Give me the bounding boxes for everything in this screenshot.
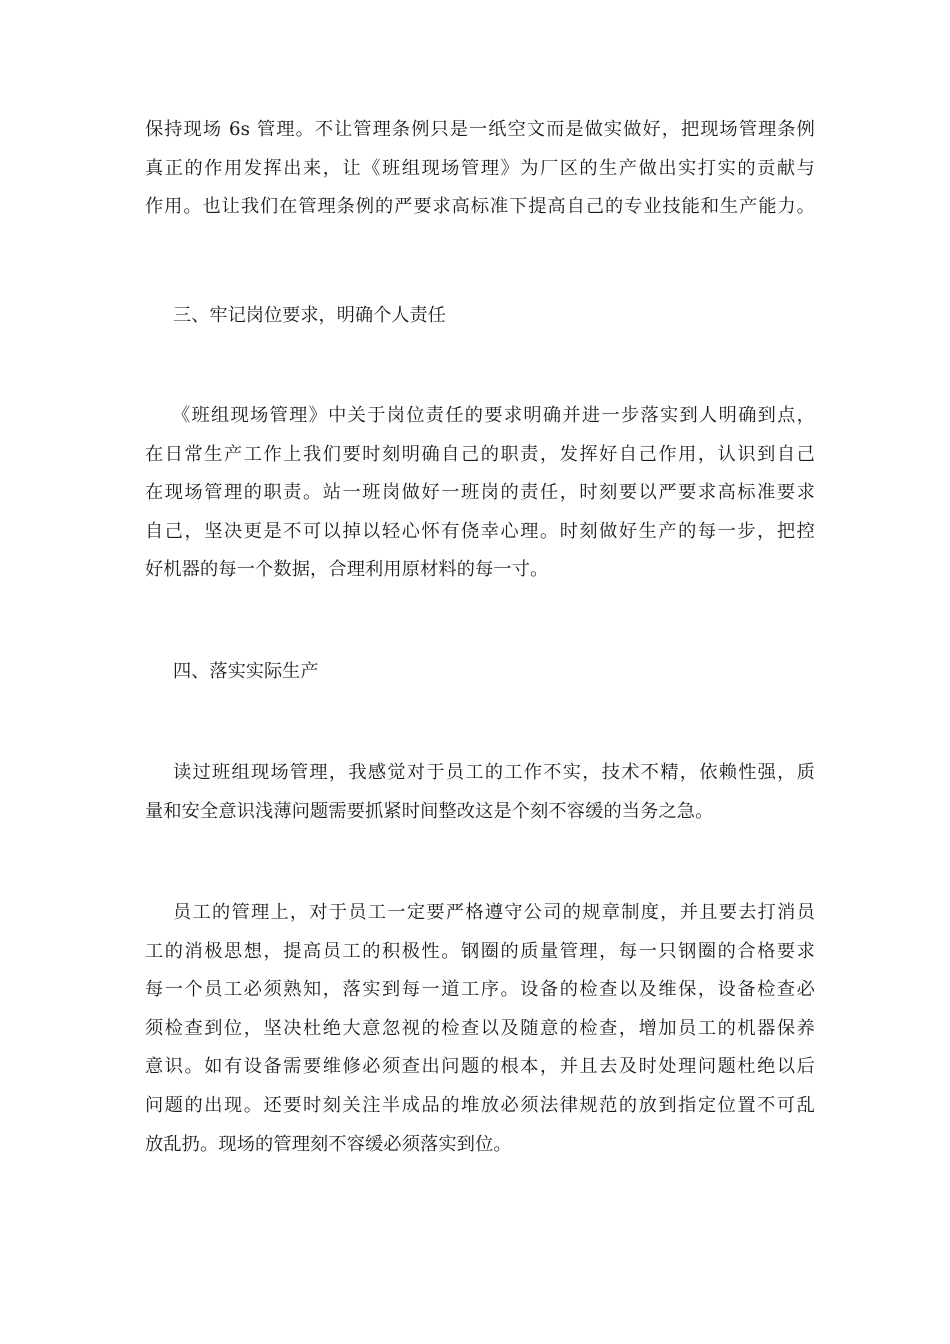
paragraph-line: 工的消极思想，提高员工的积极性。钢圈的质量管理，每一只钢圈的合格要求 — [145, 940, 815, 962]
paragraph-line: 须检查到位，坚决杜绝大意忽视的检查以及随意的检查，增加员工的机器保养 — [145, 1017, 815, 1039]
paragraph-line: 问题的出现。还要时刻关注半成品的堆放必须法律规范的放到指定位置不可乱 — [145, 1094, 815, 1116]
paragraph-line: 员工的管理上，对于员工一定要严格遵守公司的规章制度，并且要去打消员 — [173, 902, 815, 923]
paragraph-line: 自己，坚决更是不可以掉以轻心怀有侥幸心理。时刻做好生产的每一步，把控 — [145, 520, 815, 542]
paragraph-line: 作用。也让我们在管理条例的严要求高标准下提高自己的专业技能和生产能力。 — [145, 196, 815, 218]
paragraph-line: 在现场管理的职责。站一班岗做好一班岗的责任，时刻要以严要求高标准要求 — [145, 482, 815, 504]
paragraph-line: 量和安全意识浅薄问题需要抓紧时间整改这是个刻不容缓的当务之急。 — [145, 800, 714, 822]
paragraph-employee-management — [145, 894, 815, 1164]
paragraph-line: 《班组现场管理》中关于岗位责任的要求明确并进一步落实到人明确到点， — [172, 405, 815, 426]
paragraph-line: 保持现场 6s 管理。不让管理条例只是一纸空文而是做实做好，把现场管理条例 — [145, 119, 815, 140]
paragraph-line: 每一个员工必须熟知，落实到每一道工序。设备的检查以及维保，设备检查必 — [145, 979, 815, 1001]
paragraph-line: 真正的作用发挥出来，让《班组现场管理》为厂区的生产做出实打实的贡献与 — [145, 157, 815, 179]
section-heading-4: 四、落实实际生产 — [173, 661, 319, 682]
paragraph-line: 读过班组现场管理，我感觉对于员工的工作不实，技术不精，依赖性强，质 — [173, 762, 815, 783]
section-heading-3: 三、牢记岗位要求，明确个人责任 — [173, 305, 446, 326]
paragraph-continuation — [145, 111, 815, 227]
paragraph-line: 在日常生产工作上我们要时刻明确自己的职责，发挥好自己作用，认识到自己 — [145, 443, 815, 465]
paragraph-post-responsibility — [145, 397, 815, 590]
paragraph-line: 放乱扔。现场的管理刻不容缓必须落实到位。 — [145, 1133, 512, 1155]
paragraph-line: 好机器的每一个数据，合理利用原材料的每一寸。 — [145, 559, 549, 581]
paragraph-line: 意识。如有设备需要维修必须查出问题的根本，并且去及时处理问题杜绝以后 — [145, 1056, 815, 1078]
paragraph-reading-reflection — [145, 754, 815, 831]
